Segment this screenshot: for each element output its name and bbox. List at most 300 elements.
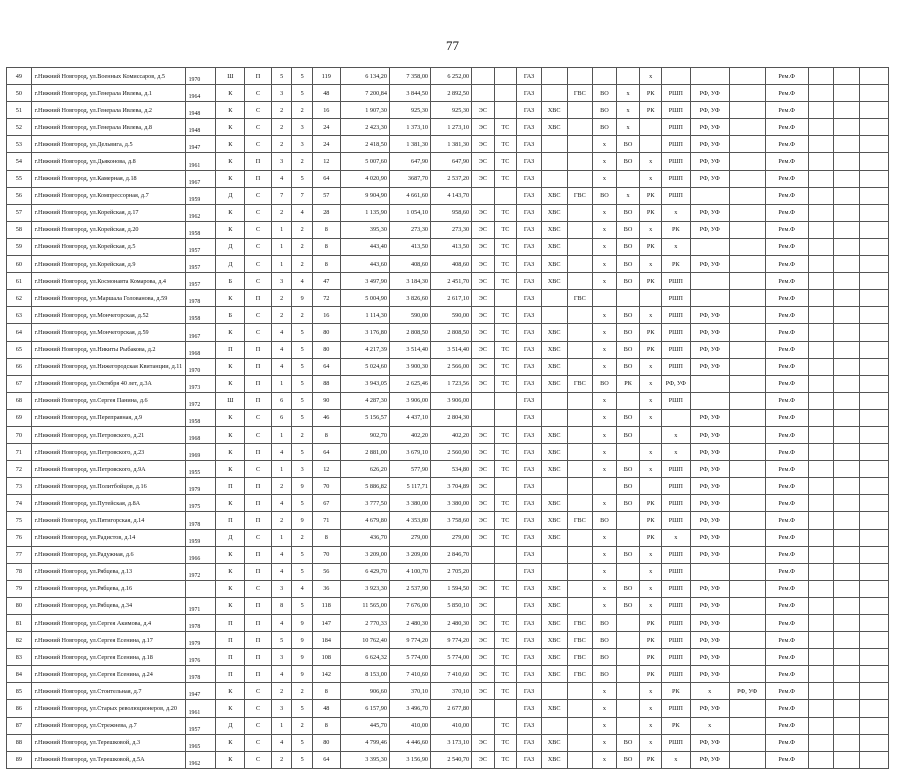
cell-trash-chute xyxy=(616,529,640,546)
cell-basement: х xyxy=(661,444,690,461)
cell-hot-water: ГВС xyxy=(567,85,593,102)
cell-extra-b xyxy=(834,358,860,375)
cell-floor-type: П xyxy=(245,563,272,580)
cell-total-area: 4 287,30 xyxy=(340,392,389,409)
cell-facade: РФ, УФ xyxy=(690,324,729,341)
cell-drainage: х xyxy=(593,717,617,734)
cell-wall-material: К xyxy=(216,426,245,443)
table-row xyxy=(7,324,889,341)
cell-floor-type: С xyxy=(245,683,272,700)
cell-electric: ЭС xyxy=(472,615,495,632)
cell-wall-material: К xyxy=(216,324,245,341)
cell-hot-water xyxy=(567,204,593,221)
cell-extra-c xyxy=(860,700,889,717)
cell-heating: ТС xyxy=(494,426,517,443)
cell-drainage xyxy=(593,290,617,307)
cell-facade xyxy=(690,238,729,255)
cell-extra-b xyxy=(834,615,860,632)
cell-address: г.Нижний Новгород, ул.Мончегорская, д.59 xyxy=(31,324,185,341)
cell-entrances: 4 xyxy=(271,341,292,358)
cell-gas: ГАЗ xyxy=(517,444,542,461)
cell-heating: ТС xyxy=(494,683,517,700)
cell-hot-water xyxy=(567,221,593,238)
cell-heating: ТС xyxy=(494,256,517,273)
cell-roof: РК xyxy=(640,632,662,649)
cell-basement: РШП xyxy=(661,597,690,614)
cell-total-area: 395,30 xyxy=(340,221,389,238)
cell-basement: РШП xyxy=(661,649,690,666)
cell-roof: х xyxy=(640,392,662,409)
cell-electric: ЭС xyxy=(472,495,495,512)
cell-cold-water: ХВС xyxy=(541,495,567,512)
cell-repair-fund: Рем.Ф xyxy=(765,529,808,546)
cell-entrances: 4 xyxy=(271,495,292,512)
cell-residential-area: 2 804,30 xyxy=(431,409,472,426)
cell-facade: РФ, УФ xyxy=(690,478,729,495)
cell-row-number: 75 xyxy=(7,512,32,529)
cell-wall-material: К xyxy=(216,546,245,563)
cell-basement: РШП xyxy=(661,700,690,717)
cell-window xyxy=(729,153,765,170)
cell-cold-water xyxy=(541,153,567,170)
cell-facade xyxy=(690,290,729,307)
cell-living-area: 3 900,30 xyxy=(389,358,430,375)
cell-floors: 2 xyxy=(292,307,313,324)
cell-build-year: 1973 xyxy=(185,375,216,392)
cell-extra-a xyxy=(808,221,834,238)
cell-residential-area: 3 704,89 xyxy=(431,478,472,495)
cell-wall-material: К xyxy=(216,170,245,187)
cell-trash-chute: х xyxy=(616,85,640,102)
cell-drainage: ВО xyxy=(593,649,617,666)
table-row xyxy=(7,119,889,136)
cell-floors: 5 xyxy=(292,563,313,580)
cell-floors: 5 xyxy=(292,495,313,512)
cell-total-area: 2 423,30 xyxy=(340,119,389,136)
cell-extra-a xyxy=(808,392,834,409)
cell-heating xyxy=(494,409,517,426)
cell-apartments: 12 xyxy=(312,153,340,170)
cell-residential-area: 3 380,00 xyxy=(431,495,472,512)
cell-repair-fund: Рем.Ф xyxy=(765,495,808,512)
cell-total-area: 906,60 xyxy=(340,683,389,700)
cell-heating xyxy=(494,187,517,204)
table-row xyxy=(7,461,889,478)
cell-window xyxy=(729,580,765,597)
cell-gas: ГАЗ xyxy=(517,717,542,734)
cell-row-number: 67 xyxy=(7,375,32,392)
cell-extra-a xyxy=(808,324,834,341)
cell-extra-b xyxy=(834,649,860,666)
cell-drainage xyxy=(593,68,617,85)
cell-residential-area: 273,30 xyxy=(431,221,472,238)
cell-extra-c xyxy=(860,512,889,529)
cell-extra-b xyxy=(834,700,860,717)
cell-trash-chute: ВО xyxy=(616,358,640,375)
cell-extra-c xyxy=(860,273,889,290)
cell-floor-type: С xyxy=(245,102,272,119)
cell-cold-water xyxy=(541,68,567,85)
cell-roof: РК xyxy=(640,85,662,102)
cell-window xyxy=(729,700,765,717)
cell-repair-fund: Рем.Ф xyxy=(765,102,808,119)
cell-trash-chute: ВО xyxy=(616,238,640,255)
cell-hot-water xyxy=(567,68,593,85)
table-row xyxy=(7,170,889,187)
cell-extra-c xyxy=(860,580,889,597)
cell-build-year: 1970 xyxy=(185,358,216,375)
cell-entrances: 2 xyxy=(271,512,292,529)
cell-cold-water: ХВС xyxy=(541,461,567,478)
cell-gas: ГАЗ xyxy=(517,546,542,563)
cell-electric: ЭС xyxy=(472,478,495,495)
cell-build-year: 1958 xyxy=(185,409,216,426)
cell-drainage: х xyxy=(593,597,617,614)
cell-window xyxy=(729,136,765,153)
cell-trash-chute: ВО xyxy=(616,307,640,324)
cell-address: г.Нижний Новгород, ул.Нижегородская Квитанции, д.11 xyxy=(31,358,185,375)
cell-facade xyxy=(690,392,729,409)
cell-extra-c xyxy=(860,341,889,358)
cell-extra-b xyxy=(834,238,860,255)
cell-extra-b xyxy=(834,478,860,495)
table-row xyxy=(7,751,889,768)
cell-residential-area: 370,10 xyxy=(431,683,472,700)
cell-wall-material: П xyxy=(216,649,245,666)
cell-apartments: 8 xyxy=(312,683,340,700)
cell-hot-water: ГВС xyxy=(567,615,593,632)
cell-electric: ЭС xyxy=(472,119,495,136)
cell-residential-area: 925,30 xyxy=(431,102,472,119)
cell-window xyxy=(729,529,765,546)
cell-wall-material: Д xyxy=(216,256,245,273)
cell-apartments: 72 xyxy=(312,290,340,307)
cell-gas: ГАЗ xyxy=(517,187,542,204)
cell-extra-a xyxy=(808,170,834,187)
cell-living-area: 4 100,70 xyxy=(389,563,430,580)
cell-entrances: 4 xyxy=(271,444,292,461)
cell-electric: ЭС xyxy=(472,734,495,751)
cell-entrances: 3 xyxy=(271,580,292,597)
cell-address: г.Нижний Новгород, ул.Сергея Есенина, д.17 xyxy=(31,632,185,649)
table-row xyxy=(7,273,889,290)
cell-hot-water: ГВС xyxy=(567,649,593,666)
table-row xyxy=(7,580,889,597)
cell-facade: РФ, УФ xyxy=(690,734,729,751)
cell-electric: ЭС xyxy=(472,512,495,529)
cell-residential-area: 2 846,70 xyxy=(431,546,472,563)
cell-entrances: 2 xyxy=(271,307,292,324)
cell-entrances: 4 xyxy=(271,170,292,187)
cell-window xyxy=(729,85,765,102)
table-row xyxy=(7,204,889,221)
table-row xyxy=(7,632,889,649)
cell-residential-area: 2 705,20 xyxy=(431,563,472,580)
cell-extra-a xyxy=(808,649,834,666)
cell-trash-chute: ВО xyxy=(616,324,640,341)
cell-extra-a xyxy=(808,734,834,751)
cell-gas: ГАЗ xyxy=(517,324,542,341)
cell-build-year: 1966 xyxy=(185,546,216,563)
cell-hot-water xyxy=(567,324,593,341)
cell-residential-area: 3 173,10 xyxy=(431,734,472,751)
cell-extra-b xyxy=(834,290,860,307)
cell-address: г.Нижний Новгород, ул.Сергея Акимова, д.4 xyxy=(31,615,185,632)
cell-apartments: 142 xyxy=(312,666,340,683)
cell-roof: х xyxy=(640,358,662,375)
cell-wall-material: К xyxy=(216,358,245,375)
cell-entrances: 2 xyxy=(271,136,292,153)
cell-extra-c xyxy=(860,546,889,563)
cell-extra-a xyxy=(808,632,834,649)
cell-living-area: 410,00 xyxy=(389,717,430,734)
cell-electric: ЭС xyxy=(472,751,495,768)
cell-repair-fund: Рем.Ф xyxy=(765,68,808,85)
cell-floor-type: П xyxy=(245,649,272,666)
table-row xyxy=(7,546,889,563)
cell-floor-type: С xyxy=(245,734,272,751)
cell-extra-b xyxy=(834,153,860,170)
cell-apartments: 46 xyxy=(312,409,340,426)
cell-roof xyxy=(640,119,662,136)
cell-repair-fund: Рем.Ф xyxy=(765,717,808,734)
cell-gas: ГАЗ xyxy=(517,426,542,443)
cell-row-number: 59 xyxy=(7,238,32,255)
cell-extra-c xyxy=(860,256,889,273)
cell-extra-c xyxy=(860,632,889,649)
cell-drainage: х xyxy=(593,238,617,255)
cell-repair-fund: Рем.Ф xyxy=(765,119,808,136)
cell-extra-a xyxy=(808,290,834,307)
cell-address: г.Нижний Новгород, ул.Космонавта Комарова, д.4 xyxy=(31,273,185,290)
cell-row-number: 80 xyxy=(7,597,32,614)
cell-electric xyxy=(472,546,495,563)
cell-build-year: 1978 xyxy=(185,290,216,307)
cell-facade xyxy=(690,375,729,392)
cell-address: г.Нижний Новгород, ул.Корейская, д.20 xyxy=(31,221,185,238)
cell-build-year: 1947 xyxy=(185,136,216,153)
cell-wall-material: К xyxy=(216,102,245,119)
cell-row-number: 69 xyxy=(7,409,32,426)
cell-cold-water: ХВС xyxy=(541,273,567,290)
cell-extra-a xyxy=(808,426,834,443)
cell-basement: РШП xyxy=(661,734,690,751)
cell-hot-water xyxy=(567,238,593,255)
cell-extra-c xyxy=(860,461,889,478)
cell-floor-type: П xyxy=(245,546,272,563)
cell-gas: ГАЗ xyxy=(517,221,542,238)
cell-roof: РК xyxy=(640,649,662,666)
cell-basement: х xyxy=(661,751,690,768)
cell-entrances: 2 xyxy=(271,751,292,768)
cell-extra-c xyxy=(860,529,889,546)
cell-extra-a xyxy=(808,238,834,255)
cell-roof: РК xyxy=(640,324,662,341)
table-row xyxy=(7,307,889,324)
cell-heating: ТС xyxy=(494,615,517,632)
cell-drainage: х xyxy=(593,324,617,341)
cell-extra-b xyxy=(834,273,860,290)
cell-build-year: 1957 xyxy=(185,256,216,273)
cell-floor-type: С xyxy=(245,307,272,324)
cell-window xyxy=(729,734,765,751)
cell-electric xyxy=(472,392,495,409)
cell-electric xyxy=(472,68,495,85)
cell-floor-type: С xyxy=(245,136,272,153)
cell-floor-type: П xyxy=(245,358,272,375)
cell-wall-material: Б xyxy=(216,273,245,290)
cell-residential-area: 958,60 xyxy=(431,204,472,221)
cell-facade: РФ, УФ xyxy=(690,221,729,238)
cell-repair-fund: Рем.Ф xyxy=(765,153,808,170)
cell-window xyxy=(729,375,765,392)
cell-apartments: 48 xyxy=(312,85,340,102)
cell-window xyxy=(729,751,765,768)
cell-basement: х xyxy=(661,529,690,546)
cell-row-number: 66 xyxy=(7,358,32,375)
cell-residential-area: 2 480,30 xyxy=(431,615,472,632)
cell-window xyxy=(729,187,765,204)
cell-apartments: 36 xyxy=(312,580,340,597)
cell-heating xyxy=(494,563,517,580)
cell-residential-area: 3 758,60 xyxy=(431,512,472,529)
cell-extra-a xyxy=(808,529,834,546)
cell-extra-b xyxy=(834,409,860,426)
cell-heating: ТС xyxy=(494,273,517,290)
cell-trash-chute: ВО xyxy=(616,751,640,768)
cell-gas: ГАЗ xyxy=(517,136,542,153)
cell-hot-water xyxy=(567,170,593,187)
table-row xyxy=(7,734,889,751)
cell-build-year: 1957 xyxy=(185,238,216,255)
cell-row-number: 70 xyxy=(7,426,32,443)
cell-electric xyxy=(472,717,495,734)
cell-repair-fund: Рем.Ф xyxy=(765,170,808,187)
cell-total-area: 5 156,57 xyxy=(340,409,389,426)
cell-roof: х xyxy=(640,68,662,85)
cell-gas: ГАЗ xyxy=(517,478,542,495)
cell-electric: ЭС xyxy=(472,632,495,649)
cell-total-area: 445,70 xyxy=(340,717,389,734)
cell-basement: РШП xyxy=(661,632,690,649)
cell-row-number: 51 xyxy=(7,102,32,119)
cell-row-number: 71 xyxy=(7,444,32,461)
table-row xyxy=(7,136,889,153)
cell-cold-water: ХВС xyxy=(541,238,567,255)
cell-floors: 9 xyxy=(292,632,313,649)
cell-residential-area: 2 617,10 xyxy=(431,290,472,307)
cell-build-year: 1961 xyxy=(185,700,216,717)
cell-extra-b xyxy=(834,597,860,614)
cell-gas: ГАЗ xyxy=(517,375,542,392)
cell-living-area: 273,30 xyxy=(389,221,430,238)
cell-floor-type: С xyxy=(245,85,272,102)
cell-floors: 9 xyxy=(292,478,313,495)
cell-floor-type: С xyxy=(245,717,272,734)
cell-extra-b xyxy=(834,136,860,153)
cell-apartments: 16 xyxy=(312,102,340,119)
cell-apartments: 80 xyxy=(312,324,340,341)
cell-repair-fund: Рем.Ф xyxy=(765,238,808,255)
cell-repair-fund: Рем.Ф xyxy=(765,700,808,717)
cell-gas: ГАЗ xyxy=(517,256,542,273)
cell-floors: 4 xyxy=(292,204,313,221)
cell-basement: х xyxy=(661,238,690,255)
cell-basement: х xyxy=(661,204,690,221)
cell-row-number: 83 xyxy=(7,649,32,666)
cell-living-area: 1 054,10 xyxy=(389,204,430,221)
cell-extra-c xyxy=(860,324,889,341)
cell-apartments: 80 xyxy=(312,734,340,751)
cell-address: г.Нижний Новгород, ул.Старых революционеров, д.20 xyxy=(31,700,185,717)
cell-apartments: 118 xyxy=(312,597,340,614)
cell-extra-a xyxy=(808,751,834,768)
cell-heating: ТС xyxy=(494,324,517,341)
cell-residential-area: 413,50 xyxy=(431,238,472,255)
cell-living-area: 3 380,00 xyxy=(389,495,430,512)
cell-floors: 4 xyxy=(292,580,313,597)
cell-extra-c xyxy=(860,68,889,85)
cell-drainage: х xyxy=(593,444,617,461)
cell-extra-b xyxy=(834,170,860,187)
cell-total-area: 3 176,80 xyxy=(340,324,389,341)
cell-address: г.Нижний Новгород, ул.Стоительная, д.7 xyxy=(31,683,185,700)
cell-electric: ЭС xyxy=(472,461,495,478)
cell-total-area: 7 200,84 xyxy=(340,85,389,102)
cell-heating: ТС xyxy=(494,734,517,751)
cell-extra-c xyxy=(860,649,889,666)
cell-total-area: 8 153,00 xyxy=(340,666,389,683)
table-row xyxy=(7,444,889,461)
cell-heating: ТС xyxy=(494,717,517,734)
cell-address: г.Нижний Новгород, ул.Генерала Ивлева, д.1 xyxy=(31,85,185,102)
cell-extra-b xyxy=(834,580,860,597)
cell-heating xyxy=(494,546,517,563)
cell-residential-area: 1 273,10 xyxy=(431,119,472,136)
cell-window xyxy=(729,68,765,85)
cell-floor-type: С xyxy=(245,529,272,546)
cell-hot-water xyxy=(567,102,593,119)
cell-extra-c xyxy=(860,375,889,392)
cell-gas: ГАЗ xyxy=(517,597,542,614)
cell-total-area: 626,20 xyxy=(340,461,389,478)
cell-cold-water: ХВС xyxy=(541,375,567,392)
cell-floor-type: С xyxy=(245,256,272,273)
cell-extra-a xyxy=(808,444,834,461)
cell-extra-a xyxy=(808,68,834,85)
cell-drainage: ВО xyxy=(593,375,617,392)
cell-roof: РК xyxy=(640,187,662,204)
cell-roof: х xyxy=(640,734,662,751)
cell-gas: ГАЗ xyxy=(517,580,542,597)
cell-trash-chute: ВО xyxy=(616,461,640,478)
cell-floors: 9 xyxy=(292,290,313,307)
cell-trash-chute: ВО xyxy=(616,580,640,597)
cell-address: г.Нижний Новгород, ул.Мончегорская, д.52 xyxy=(31,307,185,324)
cell-floor-type: П xyxy=(245,290,272,307)
cell-floor-type: П xyxy=(245,478,272,495)
cell-address: г.Нижний Новгород, ул.Дельвига, д.5 xyxy=(31,136,185,153)
cell-living-area: 590,00 xyxy=(389,307,430,324)
cell-living-area: 413,50 xyxy=(389,238,430,255)
cell-build-year: 1964 xyxy=(185,85,216,102)
table-row xyxy=(7,221,889,238)
cell-extra-a xyxy=(808,409,834,426)
cell-facade: РФ, УФ xyxy=(690,307,729,324)
cell-repair-fund: Рем.Ф xyxy=(765,392,808,409)
cell-extra-b xyxy=(834,734,860,751)
cell-trash-chute xyxy=(616,717,640,734)
